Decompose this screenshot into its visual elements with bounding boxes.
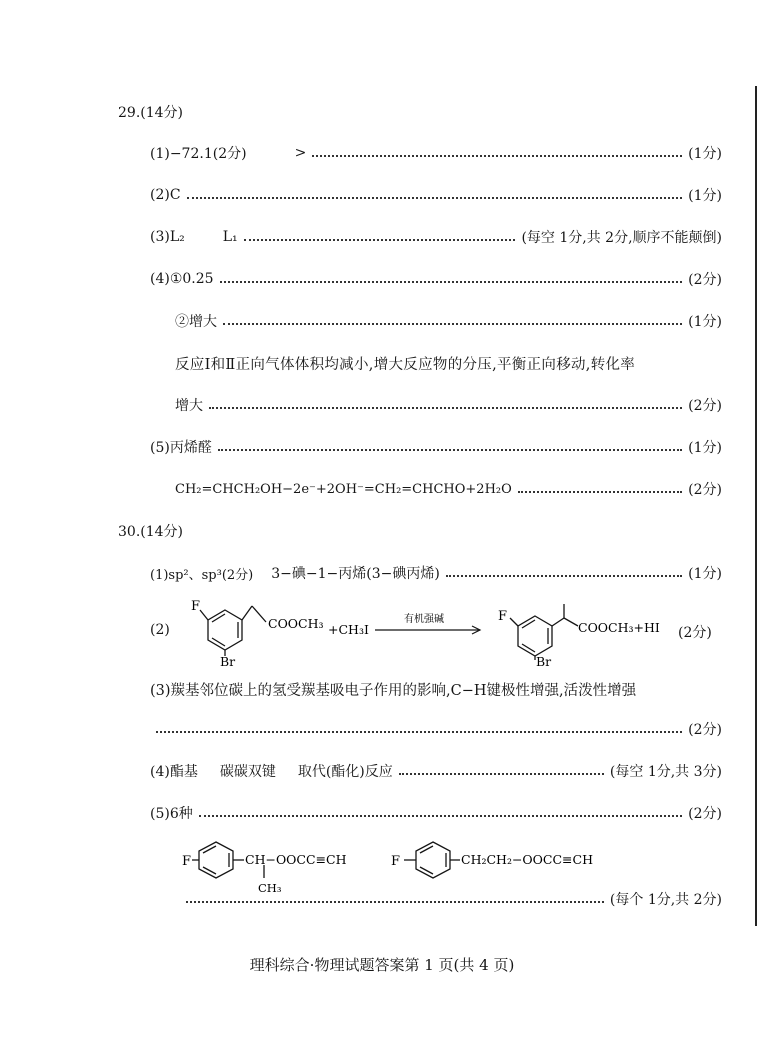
q29-line-3 bbox=[150, 227, 722, 247]
q30-line-7 bbox=[178, 889, 722, 909]
q29-2-score: (1分) bbox=[688, 188, 722, 204]
q30-title: 30.(14分) bbox=[118, 524, 184, 540]
q29-5-answer: ②增大 bbox=[175, 314, 217, 330]
q29-3-answer-b: L₁ bbox=[222, 229, 238, 245]
q29-line-5 bbox=[175, 311, 722, 331]
structure-2-fluorine: F bbox=[391, 854, 401, 869]
left-bromine: Br bbox=[220, 654, 236, 666]
q29-4-score: (2分) bbox=[688, 272, 722, 288]
structure-2-benzene bbox=[404, 842, 460, 878]
q29-9-equation: CH₂=CHCH₂OH−2e⁻+2OH⁻=CH₂=CHCHO+2H₂O bbox=[175, 481, 512, 497]
structure-2-chain: CH₂CH₂−OOCC≡CH bbox=[461, 852, 593, 867]
right-fluorine: F bbox=[498, 609, 508, 624]
q30-4-answer-b: 碳碳双键 bbox=[219, 764, 276, 780]
right-benzene-ring bbox=[510, 604, 578, 660]
q29-9-score: (2分) bbox=[688, 482, 722, 498]
q30-line-5 bbox=[150, 761, 722, 781]
left-benzene-ring bbox=[200, 606, 266, 656]
left-reagent: +CH₃I bbox=[328, 622, 369, 637]
q29-line-1 bbox=[150, 143, 722, 163]
q29-1-score: (1分) bbox=[688, 146, 722, 162]
q29-3-answer: (3)L₂ bbox=[150, 229, 185, 245]
q29-6-explanation: 反应Ⅰ和Ⅱ正向气体体积均减小,增大反应物的分压,平衡正向移动,转化率 bbox=[175, 357, 636, 373]
right-bromine: Br bbox=[536, 654, 552, 666]
q29-2-answer: (2)C bbox=[150, 187, 181, 203]
structure-1-methyl: CH₃ bbox=[258, 881, 282, 894]
page-footer: 理科综合·物理试题答案第 1 页(共 4 页) bbox=[249, 956, 515, 974]
q30-4-answer-c: 取代(酯化)反应 bbox=[297, 764, 393, 780]
q29-5-score: (1分) bbox=[688, 314, 722, 330]
q30-line-1 bbox=[150, 563, 722, 583]
q29-1-answer: (1)−72.1(2分) bbox=[150, 146, 247, 162]
q30-2-reaction-scheme bbox=[180, 596, 700, 666]
q30-line-4 bbox=[150, 719, 722, 739]
q30-5-score: (2分) bbox=[688, 806, 722, 822]
q29-7-answer: 增大 bbox=[175, 398, 203, 414]
q30-1-answer: (1)sp²、sp³(2分) bbox=[150, 567, 254, 583]
right-product-group: COOCH₃+HI bbox=[578, 620, 660, 635]
q29-4-answer: (4)①0.25 bbox=[150, 271, 214, 287]
reaction-condition: 有机强碱 bbox=[404, 614, 444, 625]
q30-5-structures-score: (每个 1分,共 2分) bbox=[609, 892, 722, 908]
q29-line-8 bbox=[150, 437, 722, 457]
q30-2-label: (2) bbox=[150, 622, 170, 638]
q30-2-score: (2分) bbox=[678, 625, 712, 641]
left-ester-group: COOCH₃ bbox=[268, 616, 324, 631]
q30-line-6 bbox=[150, 803, 722, 823]
q30-5-answer: (5)6种 bbox=[150, 806, 193, 822]
q29-1-answer-b: > bbox=[294, 145, 307, 161]
q30-3-answer: (3)羰基邻位碳上的氢受羰基吸电子作用的影响,C−H键极性增强,活泼性增强 bbox=[150, 683, 637, 699]
q29-line-4 bbox=[150, 269, 722, 289]
q29-3-score: (每空 1分,共 2分,顺序不能颠倒) bbox=[521, 230, 722, 246]
q30-4-answer-a: (4)酯基 bbox=[150, 764, 198, 780]
q29-line-7 bbox=[175, 395, 722, 415]
q30-1-answer-b: 3−碘−1−丙烯(3−碘丙烯) bbox=[271, 566, 440, 582]
structure-1-fluorine: F bbox=[182, 854, 192, 869]
structure-1-chain: CH−OOCC≡CH bbox=[245, 852, 347, 867]
q29-7-score: (2分) bbox=[688, 398, 722, 414]
q29-8-score: (1分) bbox=[688, 440, 722, 456]
q29-line-9 bbox=[175, 479, 722, 499]
page-right-border bbox=[755, 86, 757, 926]
q29-8-answer: (5)丙烯醛 bbox=[150, 440, 212, 456]
q30-1-score: (1分) bbox=[688, 566, 722, 582]
q30-3-score: (2分) bbox=[688, 722, 722, 738]
q30-4-score: (每空 1分,共 3分) bbox=[609, 764, 722, 780]
q29-title: 29.(14分) bbox=[118, 105, 184, 121]
q29-line-2 bbox=[150, 185, 722, 205]
left-fluorine: F bbox=[191, 599, 201, 614]
reaction-arrow bbox=[375, 626, 480, 634]
q30-5-structures bbox=[178, 834, 618, 894]
